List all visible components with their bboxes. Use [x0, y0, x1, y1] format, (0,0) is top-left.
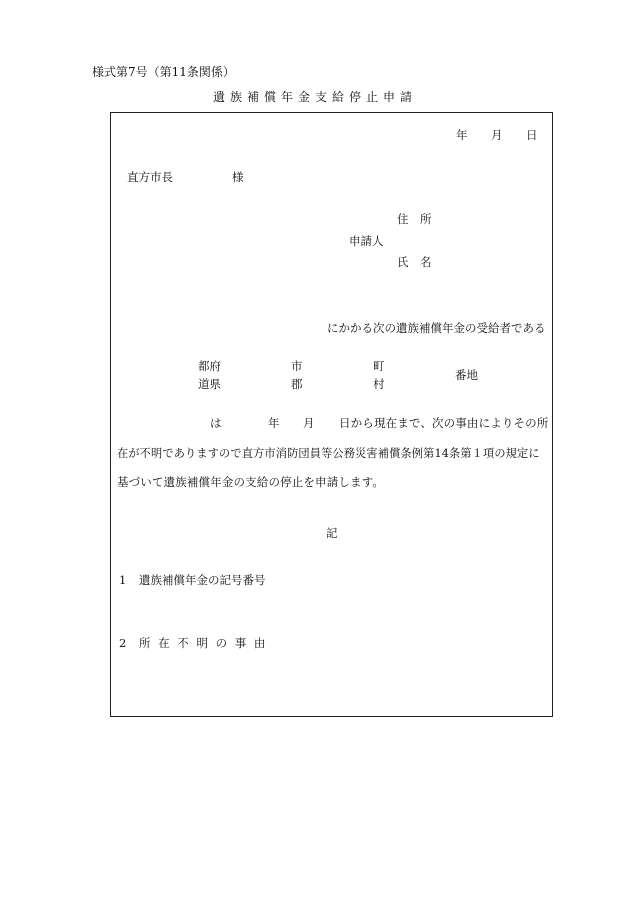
applicant-name-label: 氏 名	[397, 255, 432, 269]
item1-label: 遺族補償年金の記号番号	[139, 573, 266, 587]
body-line1-rest: 日から現在まで、次の事由によりその所	[339, 416, 549, 430]
applicant-role-label: 申請人	[349, 234, 384, 248]
city-bottom: 郡	[291, 377, 303, 391]
item1-number: 1	[119, 573, 127, 587]
town-bottom: 村	[373, 377, 385, 391]
form-number: 様式第7号（第11条関係）	[92, 65, 235, 79]
body-year: 年	[268, 416, 280, 430]
record-heading: 記	[326, 526, 338, 540]
document-title: 遺族補償年金支給停止申請	[212, 90, 417, 104]
addressee-honorific: 様	[232, 170, 244, 184]
body-line3: 基づいて遺族補償年金の支給の停止を申請します。	[117, 475, 385, 489]
body-ha: は	[210, 416, 222, 430]
addressee-name: 直方市長	[127, 170, 173, 184]
item2-label: 所 在 不 明 の 事 由	[139, 636, 268, 650]
item2-number: 2	[119, 636, 127, 650]
date-day-label: 日	[526, 128, 538, 142]
prefecture-bottom: 道県	[198, 377, 221, 391]
body-line2: 在が不明でありますので直方市消防団員等公務災害補償条例第14条第１項の規定に	[117, 447, 540, 460]
body-month: 月	[303, 416, 315, 430]
applicant-address-label: 住 所	[397, 212, 432, 226]
town-top: 町	[373, 359, 385, 373]
recipient-statement: にかかる次の遺族補償年金の受給者である	[327, 321, 546, 335]
date-year-label: 年	[456, 128, 468, 142]
date-month-label: 月	[491, 128, 503, 142]
prefecture-top: 都府	[198, 359, 221, 373]
city-top: 市	[291, 359, 303, 373]
form-box	[110, 112, 553, 717]
lot-number-label: 番地	[455, 368, 478, 382]
